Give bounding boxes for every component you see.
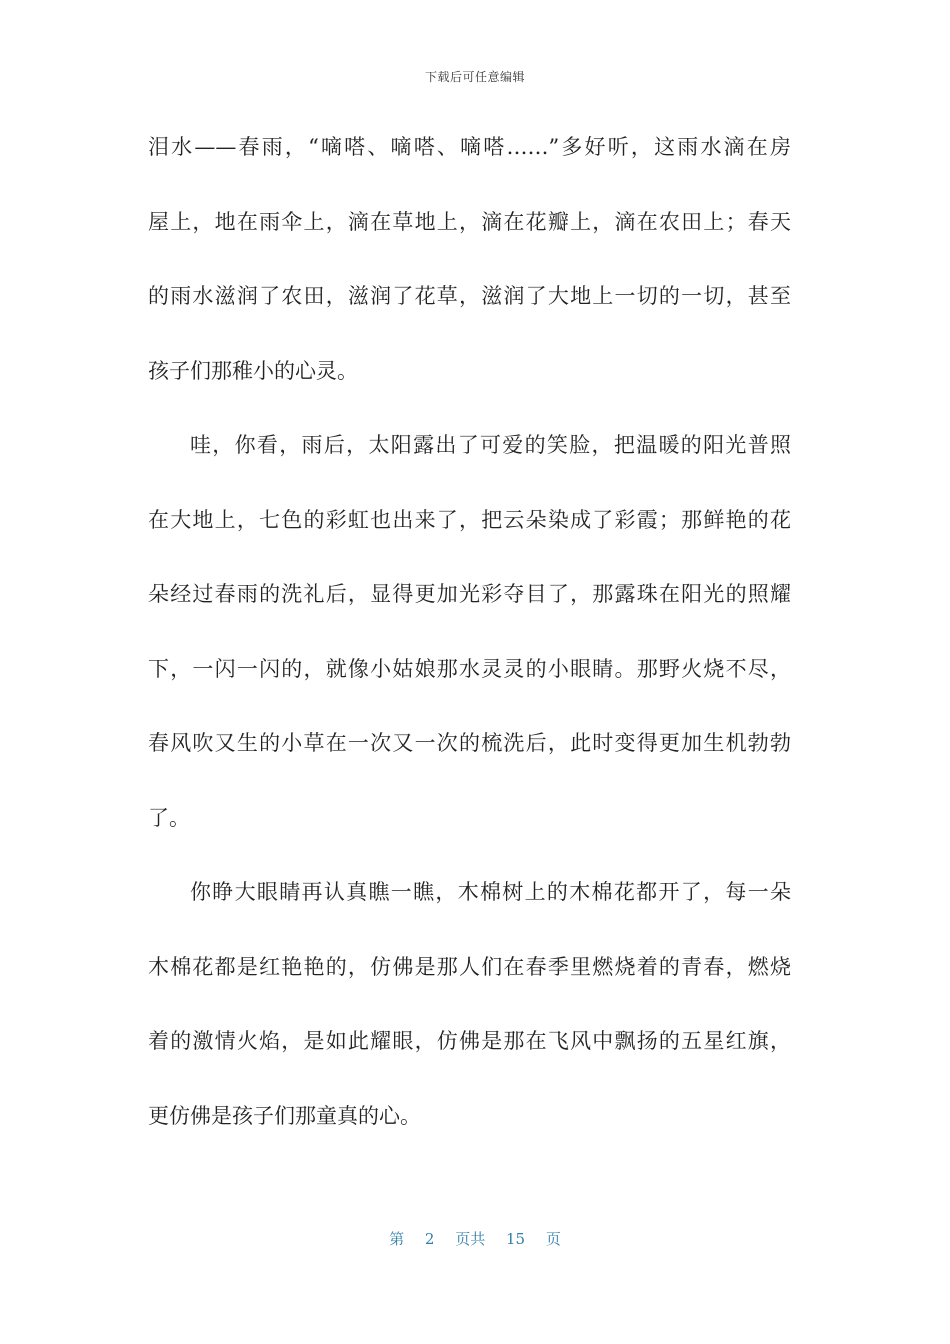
text-line: 泪水——春雨，“嘀嗒、嘀嗒、嘀嗒……”多好听，这雨水滴在房 [148, 135, 791, 159]
footer-total-pages: 15 [506, 1230, 526, 1248]
text-line: 屋上，地在雨伞上，滴在草地上，滴在花瓣上，滴在农田上；春天 [148, 209, 791, 234]
text-line: 春风吹又生的小草在一次又一次的梳洗后，此时变得更加生机勃勃 [148, 731, 791, 755]
text-line: 孩子们那稚小的心灵。 [148, 358, 358, 383]
paragraph-first-line: 哇，你看，雨后，太阳露出了可爱的笑脸，把温暖的阳光普照 [190, 433, 791, 457]
page-number-footer [0, 1228, 950, 1249]
footer-suffix: 页 [545, 1230, 561, 1248]
text-line: 在大地上，七色的彩虹也出来了，把云朵染成了彩霞；那鲜艳的花 [148, 507, 791, 532]
text-line: 木棉花都是红艳艳的，仿佛是那人们在春季里燃烧着的青春，燃烧 [148, 954, 791, 979]
text-line: 朵经过春雨的洗礼后，显得更加光彩夺目了，那露珠在阳光的照耀 [148, 582, 791, 606]
text-line: 的雨水滋润了农田，滋润了花草，滋润了大地上一切的一切，甚至 [148, 284, 791, 308]
footer-prefix: 第 [389, 1230, 405, 1248]
text-line: 了。 [148, 805, 190, 830]
text-line: 着的激情火焰，是如此耀眼，仿佛是那在飞风中飘扬的五星红旗， [148, 1029, 791, 1053]
footer-current-page: 2 [424, 1230, 435, 1248]
text-line: 更仿佛是孩子们那童真的心。 [148, 1103, 421, 1128]
footer-middle: 页共 [455, 1230, 486, 1248]
page-header: 下载后可任意编辑 [424, 70, 525, 84]
paragraph-first-line: 你睁大眼睛再认真瞧一瞧，木棉树上的木棉花都开了，每一朵 [190, 880, 791, 904]
body-text [148, 126, 791, 1169]
text-line: 下，一闪一闪的，就像小姑娘那水灵灵的小眼睛。那野火烧不尽， [148, 656, 791, 681]
